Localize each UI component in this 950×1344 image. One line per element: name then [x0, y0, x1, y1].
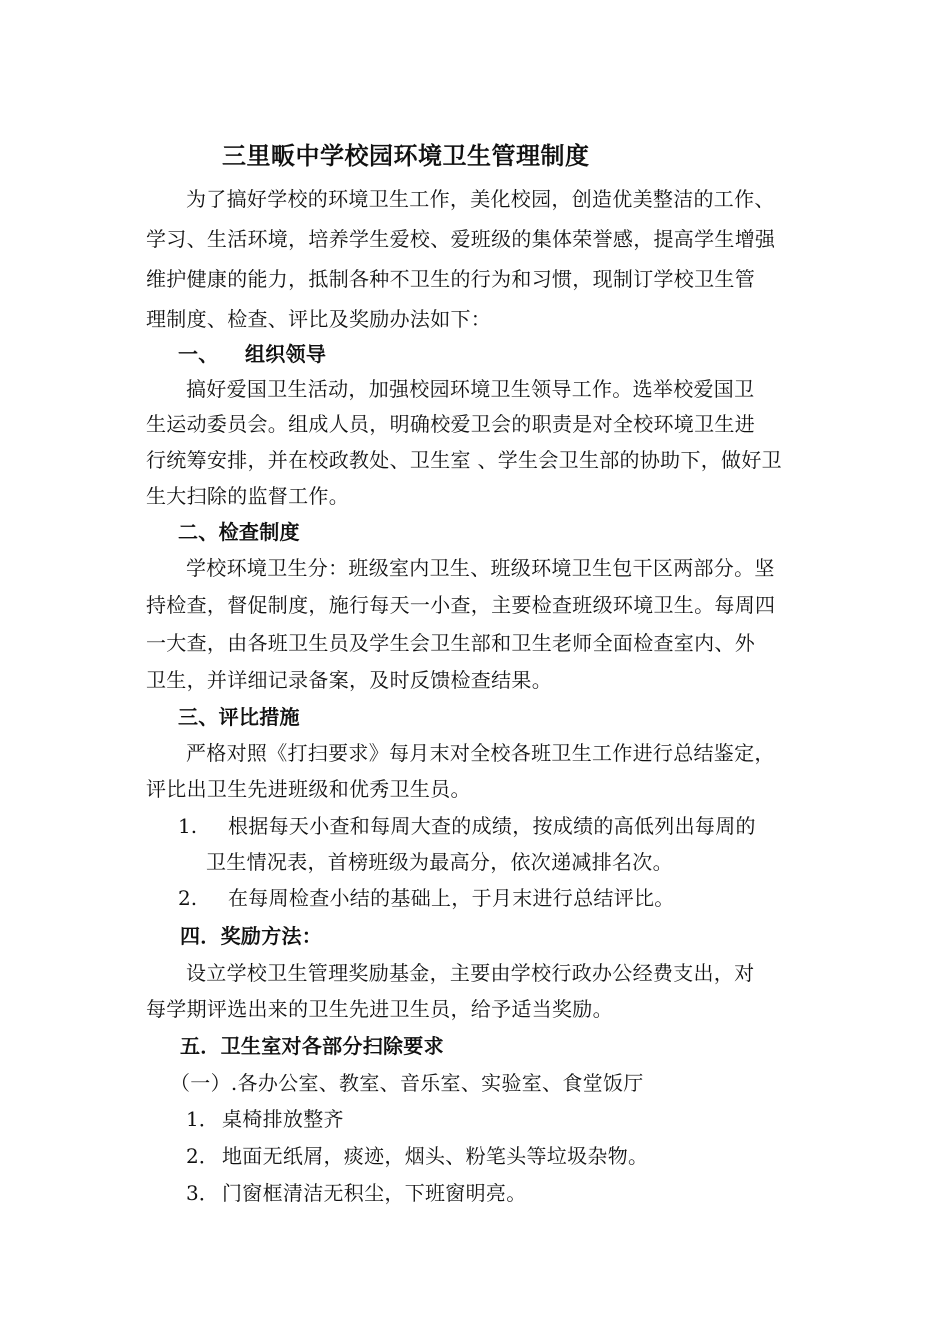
section-4-line: 设立学校卫生管理奖励基金，主要由学校行政办公经费支出，对 [186, 961, 755, 985]
section-2-line: 学校环境卫生分：班级室内卫生、班级环境卫生包干区两部分。坚 [186, 556, 775, 580]
intro-line: 学习、生活环境，培养学生爱校、爱班级的集体荣誉感，提高学生增强 [146, 227, 776, 251]
intro-line: 为了搞好学校的环境卫生工作，美化校园，创造优美整洁的工作、 [186, 187, 775, 211]
section-3-line: 评比出卫生先进班级和优秀卫生员。 [146, 777, 471, 801]
section-5-subheading: （一）.各办公室、教室、音乐室、实验室、食堂饭厅 [170, 1071, 644, 1095]
list-item-number: 2． [186, 1144, 219, 1168]
list-item-text: 门窗框清洁无积尘，下班窗明亮。 [222, 1181, 527, 1205]
section-3-heading: 三、评比措施 [178, 705, 300, 729]
section-5-heading: 五．卫生室对各部分扫除要求 [180, 1034, 444, 1058]
list-item-number: 1. [178, 814, 198, 838]
section-2-line: 卫生，并详细记录备案，及时反馈检查结果。 [146, 668, 552, 692]
section-1-heading: 组织领导 [245, 342, 327, 366]
section-2-heading: 二、检查制度 [178, 520, 300, 544]
section-1-line: 搞好爱国卫生活动，加强校园环境卫生领导工作。选举校爱国卫 [186, 377, 755, 401]
section-2-line: 一大查，由各班卫生员及学生会卫生部和卫生老师全面检查室内、外 [146, 631, 755, 655]
intro-line: 理制度、检查、评比及奖励办法如下： [146, 307, 492, 331]
section-2-line: 持检查，督促制度，施行每天一小查，主要检查班级环境卫生。每周四 [146, 593, 776, 617]
section-3-line: 严格对照《打扫要求》每月末对全校各班卫生工作进行总结鉴定， [186, 741, 775, 765]
intro-line: 维护健康的能力，抵制各种不卫生的行为和习惯，现制订学校卫生管 [146, 267, 755, 291]
list-item-number: 1． [186, 1107, 219, 1131]
section-1-number: 一、 [178, 342, 219, 366]
list-item-line: 卫生情况表，首榜班级为最高分，依次递减排名次。 [206, 850, 673, 874]
section-1-line: 行统筹安排，并在校政教处、卫生室 、学生会卫生部的协助下，做好卫 [146, 448, 782, 472]
list-item-line: 在每周检查小结的基础上，于月末进行总结评比。 [228, 886, 675, 910]
section-1-line: 生大扫除的监督工作。 [146, 484, 349, 508]
list-item-text: 地面无纸屑，痰迹，烟头、粉笔头等垃圾杂物。 [222, 1144, 649, 1168]
list-item-number: 2. [178, 886, 198, 910]
list-item-line: 根据每天小查和每周大查的成绩，按成绩的高低列出每周的 [228, 814, 756, 838]
section-4-line: 每学期评选出来的卫生先进卫生员，给予适当奖励。 [146, 997, 613, 1021]
section-1-line: 生运动委员会。组成人员，明确校爱卫会的职责是对全校环境卫生进 [146, 412, 755, 436]
list-item-text: 桌椅排放整齐 [222, 1107, 344, 1131]
list-item-number: 3． [186, 1181, 219, 1205]
section-4-heading: 四．奖励方法： [180, 924, 323, 948]
page-title: 三里畈中学校园环境卫生管理制度 [222, 141, 590, 170]
